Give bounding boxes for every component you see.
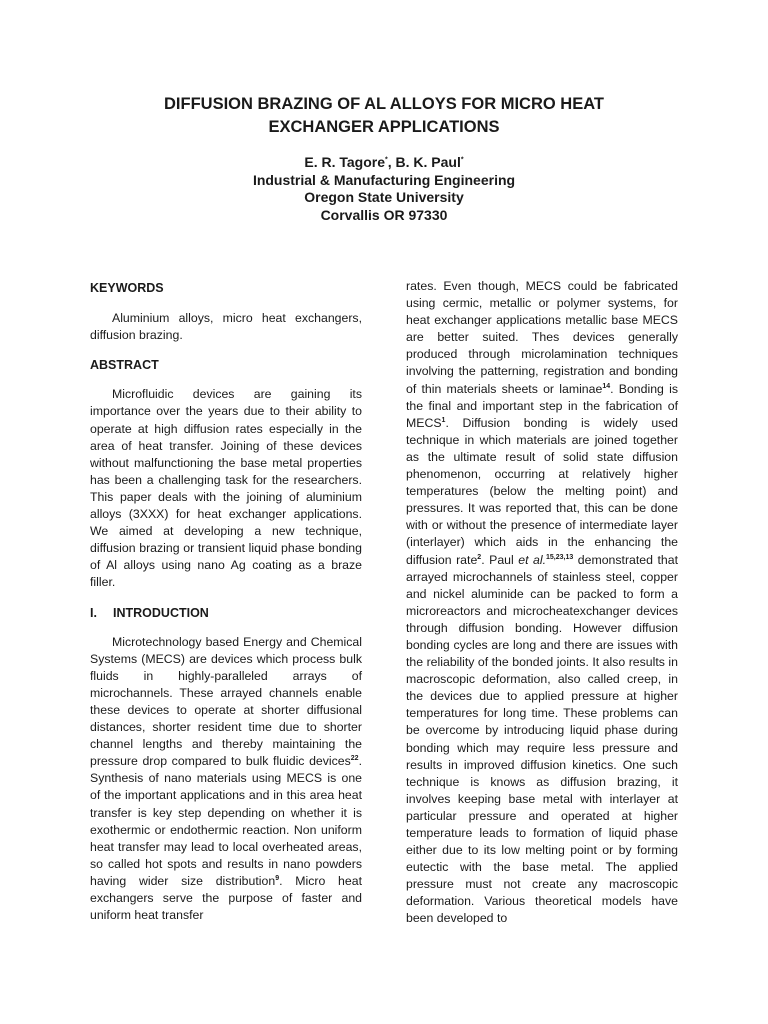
title-line-1: DIFFUSION BRAZING OF AL ALLOYS FOR MICRO HEAT <box>164 95 604 113</box>
left-column <box>90 276 362 924</box>
author-names <box>90 154 678 172</box>
intro-right-part-b: . Bonding is the final and important step in the fabrication of MECS <box>406 381 678 430</box>
intro-right-part-c: . Diffusion bonding is widely used technique in which materials are joined together as the ultimate result of solid state diffusion phenomenon, occurring at relatively higher temperatures (below the melting point) and pressures. It was reported that, this can be done with or without the presence of intermediate layer (interlayer) which aids in the enhancing the diffusion rate <box>406 415 678 567</box>
author-2-mark: * <box>460 156 464 164</box>
author-block <box>90 154 678 224</box>
intro-left-part-b: . Synthesis of nano materials using MECS is one of the important applications and in this area heat transfer is key step depending on whether it is exothermic or endothermic reaction. Non uniform heat transfer may lead to local overheated areas, so called hot spots and results in nano powders having wider size distribution <box>90 754 362 888</box>
citation-9: 9 <box>275 874 280 882</box>
intro-left-part-c: . Micro heat exchangers serve the purpose of faster and uniform heat transfer <box>90 873 362 923</box>
introduction-text-right <box>406 278 678 928</box>
intro-left-part-a: Microtechnology based Energy and Chemical Systems (MECS) are devices which process bulk fluids in highly-paralleled arrays of microchannels. These arrayed channels enable these devices to operate at shorter diffusional distances, shorter resident time due to shorter channel lengths and thereby maintaining the pressure drop compared to bulk fluidic devices <box>90 634 362 769</box>
author-2: B. K. Paul <box>395 154 461 170</box>
intro-right-part-e: demonstrated that arrayed microchannels of stainless steel, copper and nickel aluminide can be packed to form a microreactors and microcheatexchanger devices through diffusion bonding. However diffusion bonding cycles are long and there are issues with the reliability of the bonded joints. It also results in macroscopic deformation, also called creep, in the devices due to applied pressure at higher temperatures for long time. These problems can be overcome by introducing liquid phase during bonding which may require less pressure and results in improved diffusion kinetics. One such technique is knows as diffusion brazing, it involves keeping base metal with interlayer at particular pressure and operated at higher temperature leads to formation of liquid phase either due to its low melting point or by forming eutectic with the base metal. The applied pressure must not create any macroscopic deformation. Various theoretical models have been developed to <box>406 552 678 926</box>
author-separator: , <box>387 154 396 170</box>
citation-2: 2 <box>477 553 482 561</box>
section-title: INTRODUCTION <box>113 605 209 620</box>
author-1-mark: * <box>385 156 388 164</box>
intro-right-part-a: rates. Even though, MECS could be fabricated using cermic, metallic or polymer systems, for heat exchanger applications metallic base MECS are better suited. Thes devices generally produced through microlamination techniques involving the patterning, registration and bonding of thin materials sheets or laminae <box>406 279 678 396</box>
citation-1: 1 <box>441 416 446 424</box>
citation-22: 22 <box>350 755 359 763</box>
affiliation-dept: Industrial & Manufacturing Engineering <box>252 171 516 188</box>
keywords-heading: KEYWORDS <box>90 281 164 295</box>
keywords-text: Aluminium alloys, micro heat exchangers, diffusion brazing. <box>90 311 362 343</box>
abstract-heading: ABSTRACT <box>90 358 159 373</box>
intro-right-part-d: . Paul <box>481 552 519 567</box>
title-line-2: EXCHANGER APPLICATIONS <box>268 118 500 136</box>
et-al: et al. <box>518 552 547 567</box>
citation-14: 14 <box>602 382 611 390</box>
author-1: E. R. Tagore <box>304 154 386 170</box>
introduction-text-left <box>90 634 362 925</box>
introduction-heading <box>90 605 362 622</box>
right-column <box>406 278 678 928</box>
affiliation-university: Oregon State University <box>304 189 464 205</box>
section-number: I. <box>90 605 97 620</box>
paper-title <box>90 93 678 139</box>
citation-15-23-13: 15,23,13 <box>546 553 574 561</box>
affiliation-city: Corvallis OR 97330 <box>320 206 448 223</box>
abstract-text: Microfluidic devices are gaining its importance over the years due to their ability to operate at high diffusion rates especially in the area of heat transfer. Joining of these devices without malfunctioning the base metal properties has been a challenging task for the researchers. This paper deals with the joining of aluminium alloys (3XXX) for heat exchanger applications. We aimed at developing a new technique, diffusion brazing or transient liquid phase bonding of Al alloys using nano Ag coating as a braze filler. <box>90 387 362 590</box>
